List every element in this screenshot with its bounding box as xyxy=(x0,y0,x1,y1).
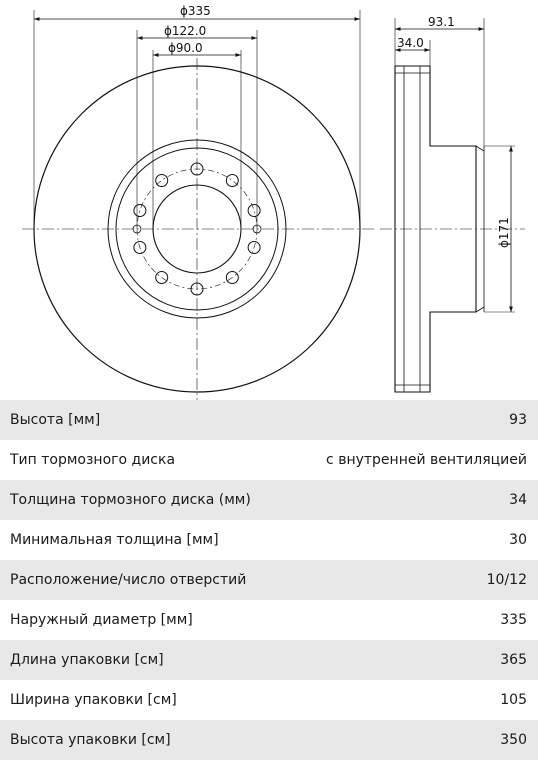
front-view xyxy=(22,10,376,400)
outer-diameter-label: ϕ335 xyxy=(180,4,211,18)
spec-row xyxy=(0,720,538,760)
spec-table xyxy=(0,400,538,760)
spec-value: с внутренней вентиляцией xyxy=(326,452,527,468)
spec-value: 335 xyxy=(500,612,527,628)
bolt-hole xyxy=(248,205,260,217)
spec-value: 34 xyxy=(509,492,527,508)
spec-label: Минимальная толщина [мм] xyxy=(10,532,219,548)
spec-row xyxy=(0,480,538,520)
spec-row xyxy=(0,560,538,600)
spec-row xyxy=(0,600,538,640)
spec-row xyxy=(0,680,538,720)
hub-face-line xyxy=(476,146,484,151)
pcd-label: ϕ122.0 xyxy=(164,24,207,38)
spec-row xyxy=(0,440,538,480)
spec-row xyxy=(0,520,538,560)
spec-label: Толщина тормозного диска (мм) xyxy=(10,492,251,508)
spec-label: Длина упаковки [см] xyxy=(10,652,164,668)
spec-value: 350 xyxy=(500,732,527,748)
spec-row xyxy=(0,640,538,680)
spec-label: Высота [мм] xyxy=(10,412,101,428)
total-height-label: 93.1 xyxy=(428,15,455,29)
bolt-hole xyxy=(226,175,238,187)
spec-label: Ширина упаковки [см] xyxy=(10,692,177,708)
center-bore-label: ϕ90.0 xyxy=(168,41,203,55)
bolt-hole xyxy=(156,175,168,187)
bolt-hole xyxy=(134,205,146,217)
thickness-label: 34.0 xyxy=(397,36,424,50)
side-view xyxy=(380,18,525,392)
spec-row xyxy=(0,400,538,440)
spec-value: 30 xyxy=(509,532,527,548)
spec-value: 365 xyxy=(500,652,527,668)
hub-face-line xyxy=(476,307,484,312)
spec-value: 10/12 xyxy=(486,572,527,588)
spec-label: Тип тормозного диска xyxy=(10,452,176,468)
hub-diameter-label: ϕ171 xyxy=(497,217,511,248)
spec-label: Расположение/число отверстий xyxy=(10,572,247,588)
spec-value: 105 xyxy=(500,692,527,708)
spec-value: 93 xyxy=(509,412,527,428)
spec-label: Наружный диаметр [мм] xyxy=(10,612,193,628)
spec-label: Высота упаковки [см] xyxy=(10,732,171,748)
